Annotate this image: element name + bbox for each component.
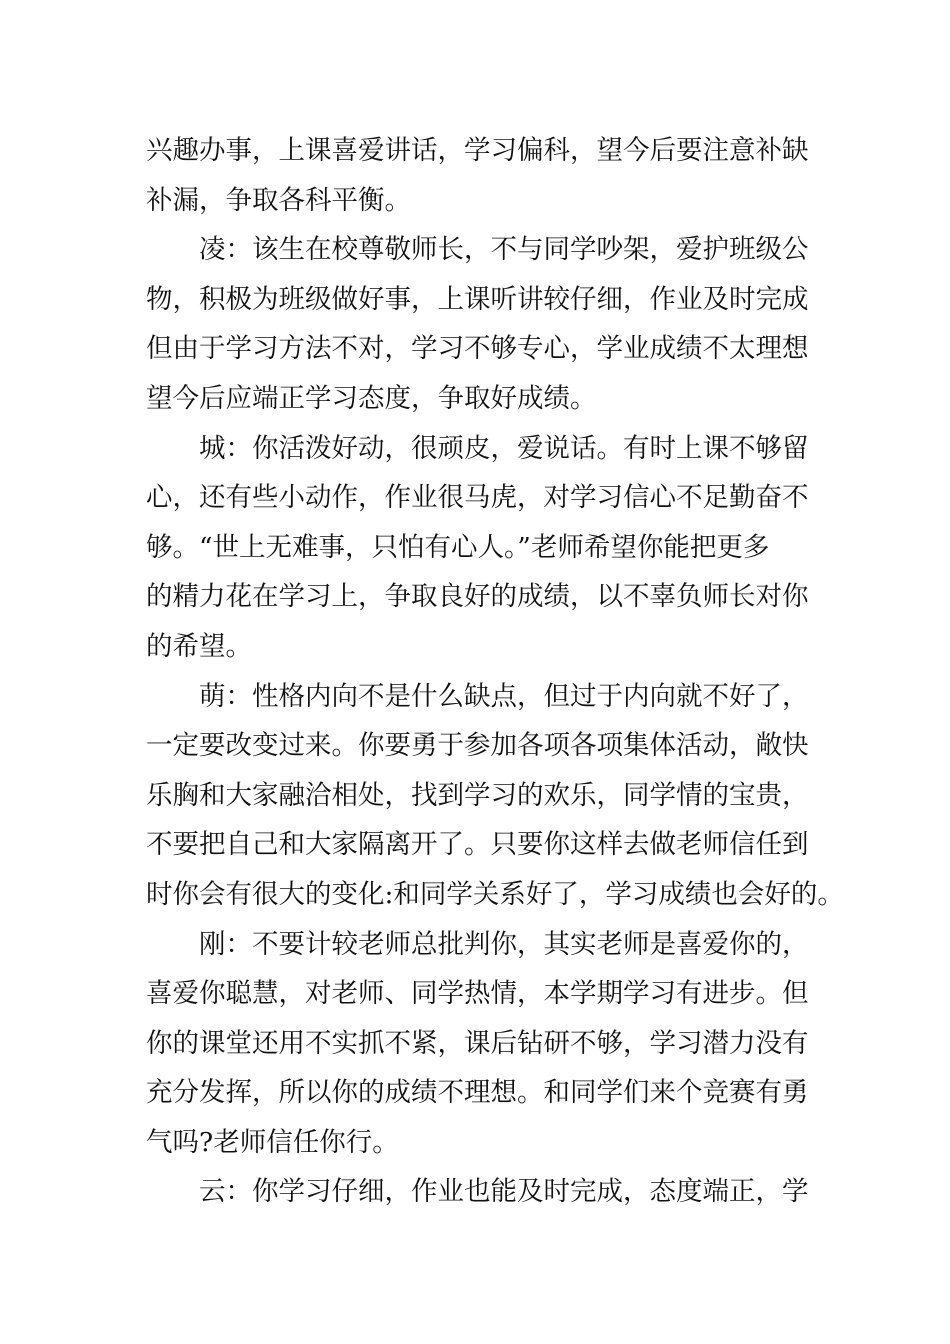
text-line: 但由于学习方法不对，学习不够专心，学业成绩不太理想 bbox=[146, 333, 809, 365]
text-line: 你的课堂还用不实抓不紧，课后钻研不够，学习潜力没有 bbox=[146, 1027, 809, 1059]
text-line: 的精力花在学习上，争取良好的成绩，以不辜负师长对你 bbox=[146, 581, 809, 613]
text-line: 气吗?老师信任你行。 bbox=[146, 1126, 399, 1158]
paragraph-start-line: 萌：性格内向不是什么缺点，但过于内向就不好了， bbox=[199, 680, 809, 712]
text-line: 时你会有很大的变化:和同学关系好了，学习成绩也会好的。 bbox=[146, 878, 844, 910]
text-line: 乐胸和大家融洽相处，找到学习的欢乐，同学情的宝贵， bbox=[146, 779, 809, 811]
text-line: 的希望。 bbox=[146, 630, 252, 662]
text-line: 充分发挥，所以你的成绩不理想。和同学们来个竞赛有勇 bbox=[146, 1077, 809, 1109]
text-line: 物，积极为班级做好事，上课听讲较仔细，作业及时完成 bbox=[146, 283, 809, 315]
text-line: 不要把自己和大家隔离开了。只要你这样去做老师信任到 bbox=[146, 829, 809, 861]
paragraph-start-line: 云：你学习仔细，作业也能及时完成，态度端正，学 bbox=[199, 1176, 809, 1208]
text-line: 望今后应端正学习态度，争取好成绩。 bbox=[146, 382, 597, 414]
text-line: 一定要改变过来。你要勇于参加各项各项集体活动，敞快 bbox=[146, 730, 809, 762]
text-line: 心，还有些小动作，作业很马虎，对学习信心不足勤奋不 bbox=[146, 482, 809, 514]
paragraph-start-line: 城：你活泼好动，很顽皮，爱说话。有时上课不够留 bbox=[199, 432, 809, 464]
text-line: 补漏，争取各科平衡。 bbox=[146, 184, 411, 216]
text-line: 喜爱你聪慧，对老师、同学热情，本学期学习有进步。但 bbox=[146, 978, 809, 1010]
paragraph-start-line: 刚：不要计较老师总批判你，其实老师是喜爱你的， bbox=[199, 928, 809, 960]
text-line: 兴趣办事，上课喜爱讲话，学习偏科，望今后要注意补缺 bbox=[146, 135, 809, 166]
text-line: 够。“世上无难事，只怕有心人。”老师希望你能把更多 bbox=[146, 531, 770, 563]
document-body bbox=[146, 126, 844, 1217]
paragraph-start-line: 凌：该生在校尊敬师长，不与同学吵架，爱护班级公 bbox=[199, 234, 809, 266]
